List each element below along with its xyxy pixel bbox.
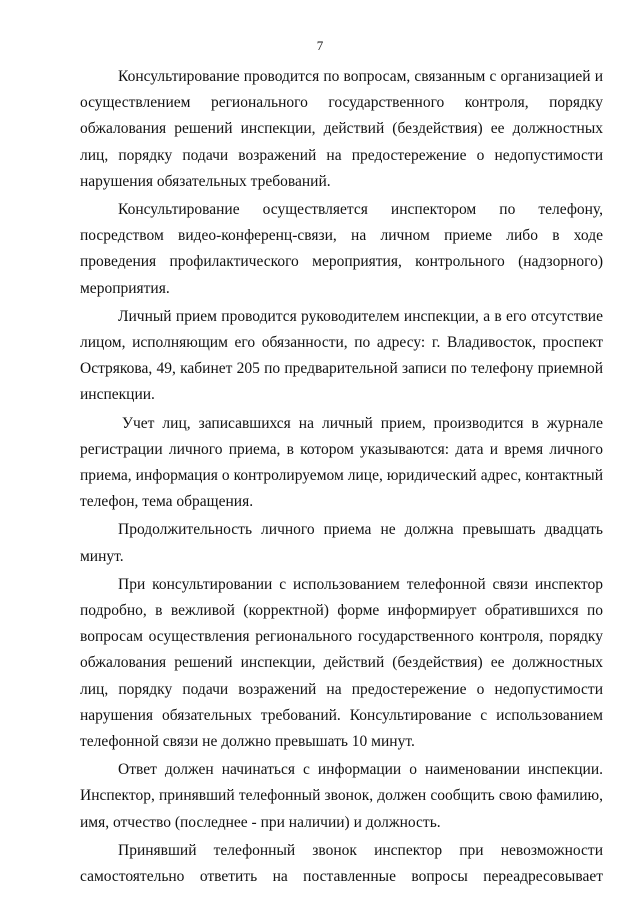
page-number: 7 [316,38,324,53]
paragraph-phone-consultation: При консультировании с использованием телефонной связи инспектор подробно, в вежливой (корректной) форме информирует обратившихся по вопросам осуществления регионального государственного контроля, порядку обжалования решений инспекции, действий (бездействия) ее должностных лиц, порядку подачи возражений на предостережение о недопустимости нарушения обязательных требований. Консультирование с использованием телефонной связи не должно превышать 10 минут. [80,575,603,751]
paragraph-consultation-methods: Консультирование осуществляется инспектором по телефону, посредством видео-конференц-связи, на личном приеме либо в ходе проведения профилактического мероприятия, контрольного (надзорного) мероприятия. [80,201,603,297]
paragraph-redirect: Принявший телефонный звонок инспектор при невозможности самостоятельно ответить на поставленные вопросы переадресовывает [80,841,603,886]
paragraph-personal-reception: Личный прием проводится руководителем инспекции, а в его отсутствие лицом, исполняющим его обязанности, по адресу: г. Владивосток, проспект Острякова, 49, кабинет 205 по предварительной записи по телефону приемной инспекции. [80,307,603,404]
paragraph-reception-duration: Продолжительность личного приема не должна превышать двадцать минут. [80,521,603,565]
paragraph-consultation-topics: Консультирование проводится по вопросам, связанным с организацией и осуществлением регионального государственного контроля, порядку обжалования решений инспекции, действий (бездействия) ее должностных лиц, порядку подачи возражений на предостережение о недопустимости нарушения обязательных требований. [80,68,603,190]
document-body [80,64,603,892]
paragraph-answer-start: Ответ должен начинаться с информации о наименовании инспекции. Инспектор, принявший телефонный звонок, должен сообщить свою фамилию, имя, отчество (последнее - при наличии) и должность. [80,761,603,831]
paragraph-reception-registry: Учет лиц, записавшихся на личный прием, производится в журнале регистрации личного приема, в котором указываются: дата и время личного приема, информация о контролируемом лице, юридический адрес, контактный телефон, тема обращения. [80,414,603,511]
